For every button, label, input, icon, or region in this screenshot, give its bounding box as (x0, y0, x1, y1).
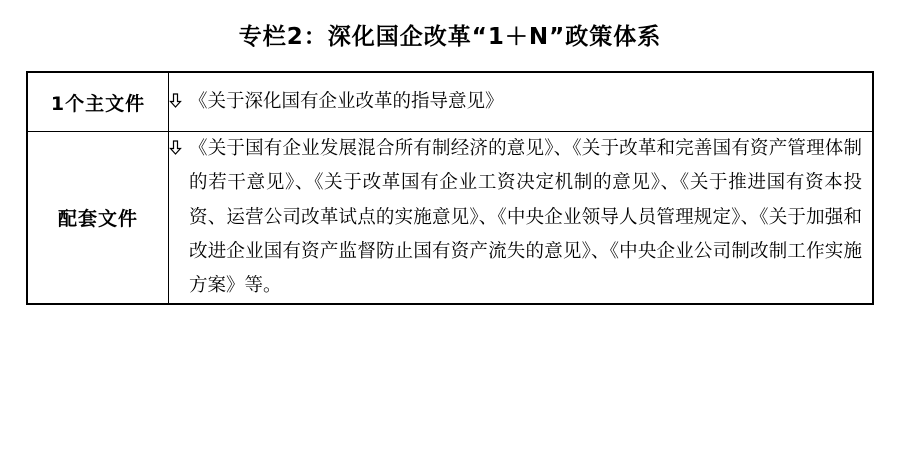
row-label-main-document: 1个主文件 (27, 72, 169, 132)
row-content-supporting-documents (169, 132, 874, 305)
hollow-down-arrow-icon (169, 85, 189, 108)
policy-table-container (0, 71, 900, 305)
main-document-text: 《关于深化国有企业改革的指导意见》 (189, 91, 504, 112)
row-label-supporting-documents: 配套文件 (27, 132, 169, 305)
supporting-documents-text: 《关于国有企业发展混合所有制经济的意见》、《关于改革和完善国有资产管理体制的若干意见》、《关于改革国有企业工资决定机制的意见》、《关于推进国有资本投资、运营公司改革试点的实施意见》、《中央企业领导人员管理规定》、《关于加强和改进企业国有资产监督防止国有资产流失的意见》、《中央企业公司制改制工作实施方案》等。 (189, 138, 862, 297)
row-content-main-document (169, 72, 874, 132)
table-row (27, 132, 873, 305)
policy-table (26, 71, 874, 305)
table-row (27, 72, 873, 132)
page-title: 专栏2：深化国企改革“1＋N”政策体系 (238, 24, 662, 50)
hollow-down-arrow-icon (169, 132, 189, 155)
